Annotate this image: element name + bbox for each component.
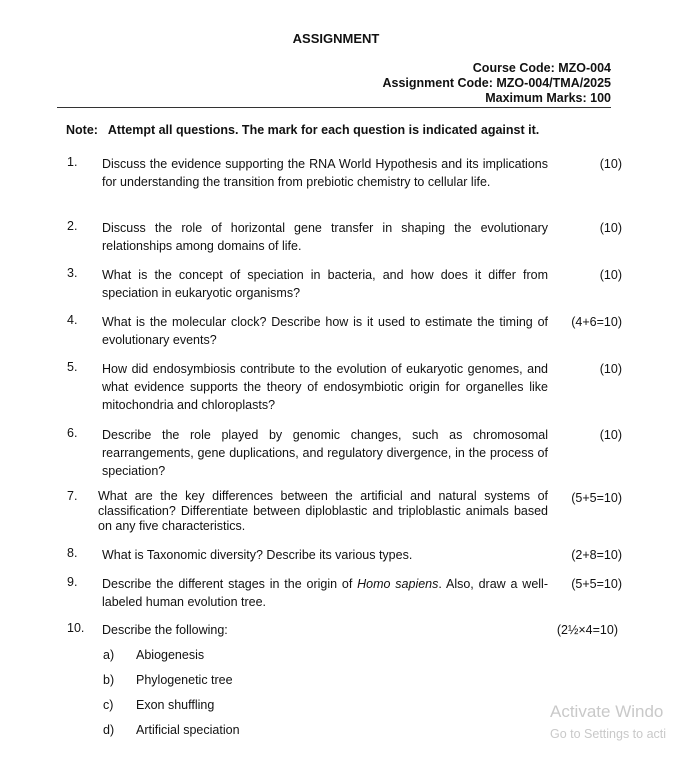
question-marks: (5+5=10) [571, 577, 622, 591]
note-text: Note: Attempt all questions. The mark for each question is indicated against it. [66, 123, 540, 137]
activate-windows-settings-hint: Go to Settings to acti [550, 727, 667, 741]
question-number: 3. [67, 266, 78, 280]
maximum-marks: Maximum Marks: 100 [485, 91, 611, 105]
question-number: 5. [67, 360, 78, 374]
question-number: 8. [67, 546, 78, 560]
question-number: 1. [67, 155, 78, 169]
question-text: How did endosymbiosis contribute to the evolution of eukaryotic genomes, and what evidence supports the theory of endosymbiotic origin for organelles like mitochondria and chloroplasts? [102, 362, 548, 412]
sub-item-label: Exon shuffling [136, 698, 215, 712]
question-marks: (2+8=10) [571, 548, 622, 562]
sub-item-label: Phylogenetic tree [136, 673, 233, 687]
question-marks: (2½×4=10) [556, 623, 618, 637]
question-marks: (10) [599, 362, 622, 376]
question-number: 4. [67, 313, 78, 327]
question-text: Describe the following: [102, 623, 228, 637]
header-codes [382, 61, 611, 106]
question-number: 10. [67, 621, 85, 635]
sub-item-letter: a) [103, 648, 115, 662]
question-marks: (4+6=10) [571, 315, 622, 329]
header-divider [57, 107, 611, 108]
question-text: What is the molecular clock? Describe how is it used to estimate the timing of evolutionary events? [102, 315, 548, 347]
sub-item-label: Abiogenesis [136, 648, 205, 662]
question-text [102, 575, 548, 611]
question-text: What is Taxonomic diversity? Describe its various types. [102, 548, 413, 562]
sub-item-label: Artificial speciation [136, 723, 240, 737]
question-number: 2. [67, 219, 78, 233]
species-name: Homo sapiens [357, 577, 439, 591]
question-marks: (10) [599, 268, 622, 282]
sub-item-letter: c) [103, 698, 114, 712]
sub-item-letter: b) [103, 673, 115, 687]
question-number: 6. [67, 426, 78, 440]
question-text-part: . Also, draw a well-labeled human evolution tree. [102, 577, 548, 609]
question-number: 7. [67, 489, 78, 503]
question-text: What is the concept of speciation in bacteria, and how does it differ from speciation in eukaryotic organisms? [102, 268, 548, 300]
question-text: What are the key differences between the artificial and natural systems of classification? Differentiate between diploblastic and triploblastic animals based on any five characteristics. [98, 489, 548, 533]
question-marks: (10) [599, 157, 622, 171]
question-text: Describe the role played by genomic changes, such as chromosomal rearrangements, gene duplications, and regulatory divergence, in the process of speciation? [102, 428, 548, 478]
sub-item-letter: d) [103, 723, 115, 737]
question-text-part: Describe the different stages in the origin of [102, 577, 358, 591]
course-code: Course Code: MZO-004 [472, 61, 611, 75]
assignment-code: Assignment Code: MZO-004/TMA/2025 [382, 76, 611, 90]
question-text: Discuss the evidence supporting the RNA World Hypothesis and its implications for understanding the transition from prebiotic chemistry to cellular life. [102, 157, 548, 189]
question-marks: (5+5=10) [571, 491, 622, 505]
activate-windows-watermark: Activate Windo [550, 702, 664, 721]
question-marks: (10) [599, 428, 622, 442]
question-marks: (10) [599, 221, 622, 235]
page-title: ASSIGNMENT [292, 31, 380, 46]
question-text: Discuss the role of horizontal gene transfer in shaping the evolutionary relationships among domains of life. [102, 221, 548, 253]
question-number: 9. [67, 575, 78, 589]
